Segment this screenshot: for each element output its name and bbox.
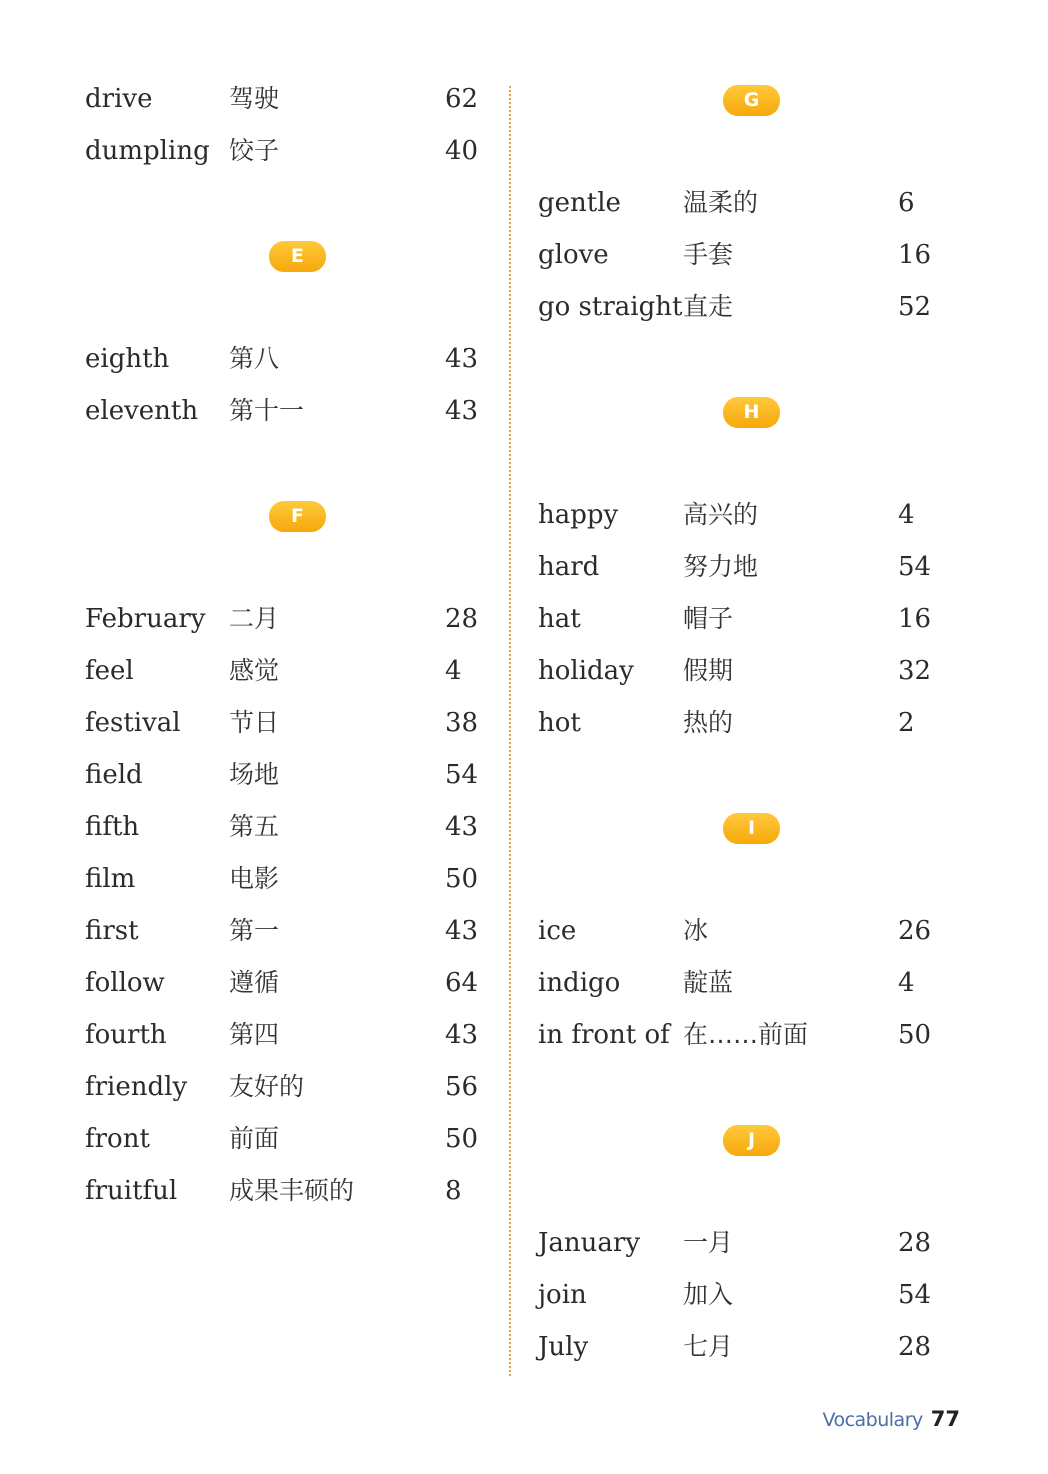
vocab-entry: [0, 697, 510, 749]
chinese-translation: 努力地: [683, 552, 759, 581]
chinese-translation: 前面: [229, 1124, 280, 1153]
page-reference: 43: [445, 396, 479, 426]
vocab-entry: [0, 1009, 510, 1061]
chinese-translation: 驾驶: [229, 84, 280, 113]
page-reference: 4: [898, 500, 915, 530]
english-word: follow: [85, 968, 165, 998]
page-reference: 28: [445, 604, 479, 634]
vocab-entry: [512, 957, 1048, 1009]
vocab-entry: [512, 905, 1048, 957]
chinese-translation: 第十一: [229, 396, 305, 425]
page-reference: 54: [445, 760, 479, 790]
english-word: first: [85, 916, 139, 946]
vocab-entry: [0, 333, 510, 385]
page-reference: 4: [898, 968, 915, 998]
vocab-entry: [0, 853, 510, 905]
page-reference: 43: [445, 812, 479, 842]
english-word: hard: [538, 552, 600, 582]
english-word: fourth: [85, 1020, 167, 1050]
letter-tab-f: F: [269, 501, 326, 532]
english-word: festival: [85, 708, 181, 738]
letter-tab-j: J: [723, 1125, 780, 1156]
page-reference: 28: [898, 1332, 932, 1362]
english-word: in front of: [538, 1020, 670, 1050]
chinese-translation: 第四: [229, 1020, 280, 1049]
page-reference: 54: [898, 552, 932, 582]
vocab-entry: [512, 1321, 1048, 1373]
chinese-translation: 一月: [683, 1228, 734, 1257]
vocab-entry: [512, 645, 1048, 697]
letter-tab-h: H: [723, 397, 780, 428]
letter-tab-g: G: [723, 85, 780, 116]
chinese-translation: 友好的: [229, 1072, 305, 1101]
english-word: go straight: [538, 292, 683, 322]
page-reference: 28: [898, 1228, 932, 1258]
page-reference: 6: [898, 188, 915, 218]
english-word: January: [538, 1228, 641, 1258]
english-word: eighth: [85, 344, 170, 374]
page-reference: 43: [445, 916, 479, 946]
vocab-entry: [0, 957, 510, 1009]
vocab-entry: [0, 593, 510, 645]
page-reference: 38: [445, 708, 479, 738]
vocab-entry: [0, 125, 510, 177]
english-word: fifth: [85, 812, 140, 842]
chinese-translation: 遵循: [229, 968, 280, 997]
vocab-entry: [0, 1061, 510, 1113]
chinese-translation: 假期: [683, 656, 734, 685]
page-number: 77: [930, 1407, 960, 1431]
footer-section-label: Vocabulary: [822, 1409, 923, 1431]
chinese-translation: 靛蓝: [683, 968, 734, 997]
chinese-translation: 成果丰硕的: [229, 1176, 355, 1205]
chinese-translation: 第八: [229, 344, 280, 373]
chinese-translation: 高兴的: [683, 500, 759, 529]
english-word: fruitful: [85, 1176, 178, 1206]
vocab-entry: [0, 749, 510, 801]
english-word: gentle: [538, 188, 621, 218]
vocab-entry: [512, 593, 1048, 645]
vocab-entry: [512, 1009, 1048, 1061]
page-reference: 43: [445, 344, 479, 374]
page-reference: 32: [898, 656, 932, 686]
page-reference: 64: [445, 968, 479, 998]
page-reference: 50: [445, 1124, 479, 1154]
english-word: February: [85, 604, 206, 634]
vocab-entry: [0, 1165, 510, 1217]
english-word: glove: [538, 240, 609, 270]
english-word: film: [85, 864, 136, 894]
page-reference: 62: [445, 84, 479, 114]
chinese-translation: 电影: [229, 864, 280, 893]
english-word: join: [538, 1280, 587, 1310]
page-footer: [822, 1402, 960, 1436]
english-word: drive: [85, 84, 153, 114]
english-word: dumpling: [85, 136, 210, 166]
chinese-translation: 在……前面: [683, 1020, 809, 1049]
page-reference: 56: [445, 1072, 479, 1102]
vocab-entry: [512, 177, 1048, 229]
vocab-entry: [512, 541, 1048, 593]
vocab-entry: [512, 281, 1048, 333]
column-divider: [509, 86, 511, 1376]
english-word: ice: [538, 916, 577, 946]
english-word: front: [85, 1124, 150, 1154]
vocab-entry: [0, 73, 510, 125]
english-word: eleventh: [85, 396, 199, 426]
chinese-translation: 帽子: [683, 604, 734, 633]
chinese-translation: 饺子: [229, 136, 280, 165]
chinese-translation: 热的: [683, 708, 734, 737]
vocab-entry: [512, 1269, 1048, 1321]
vocab-entry: [512, 229, 1048, 281]
page-reference: 43: [445, 1020, 479, 1050]
english-word: feel: [85, 656, 134, 686]
letter-tab-i: I: [723, 813, 780, 844]
vocab-entry: [0, 905, 510, 957]
page-reference: 52: [898, 292, 932, 322]
english-word: hot: [538, 708, 581, 738]
english-word: happy: [538, 500, 619, 530]
vocab-entry: [512, 1217, 1048, 1269]
page-reference: 26: [898, 916, 932, 946]
chinese-translation: 手套: [683, 240, 734, 269]
chinese-translation: 第五: [229, 812, 280, 841]
page-reference: 8: [445, 1176, 462, 1206]
page-reference: 16: [898, 604, 932, 634]
vocab-entry: [0, 645, 510, 697]
page-reference: 40: [445, 136, 479, 166]
page-reference: 54: [898, 1280, 932, 1310]
chinese-translation: 冰: [683, 916, 709, 945]
chinese-translation: 直走: [683, 292, 734, 321]
chinese-translation: 二月: [229, 604, 280, 633]
english-word: indigo: [538, 968, 621, 998]
chinese-translation: 加入: [683, 1280, 734, 1309]
vocab-entry: [0, 1113, 510, 1165]
chinese-translation: 节日: [229, 708, 280, 737]
chinese-translation: 场地: [229, 760, 280, 789]
vocab-entry: [0, 385, 510, 437]
vocab-entry: [512, 697, 1048, 749]
page-reference: 16: [898, 240, 932, 270]
page-reference: 50: [445, 864, 479, 894]
english-word: field: [85, 760, 143, 790]
vocab-entry: [0, 801, 510, 853]
page-reference: 4: [445, 656, 462, 686]
english-word: hat: [538, 604, 581, 634]
english-word: holiday: [538, 656, 634, 686]
page-reference: 2: [898, 708, 915, 738]
chinese-translation: 第一: [229, 916, 280, 945]
english-word: friendly: [85, 1072, 188, 1102]
vocab-entry: [512, 489, 1048, 541]
page-reference: 50: [898, 1020, 932, 1050]
letter-tab-e: E: [269, 241, 326, 272]
chinese-translation: 感觉: [229, 656, 280, 685]
chinese-translation: 温柔的: [683, 188, 759, 217]
english-word: July: [538, 1332, 589, 1362]
chinese-translation: 七月: [683, 1332, 734, 1361]
